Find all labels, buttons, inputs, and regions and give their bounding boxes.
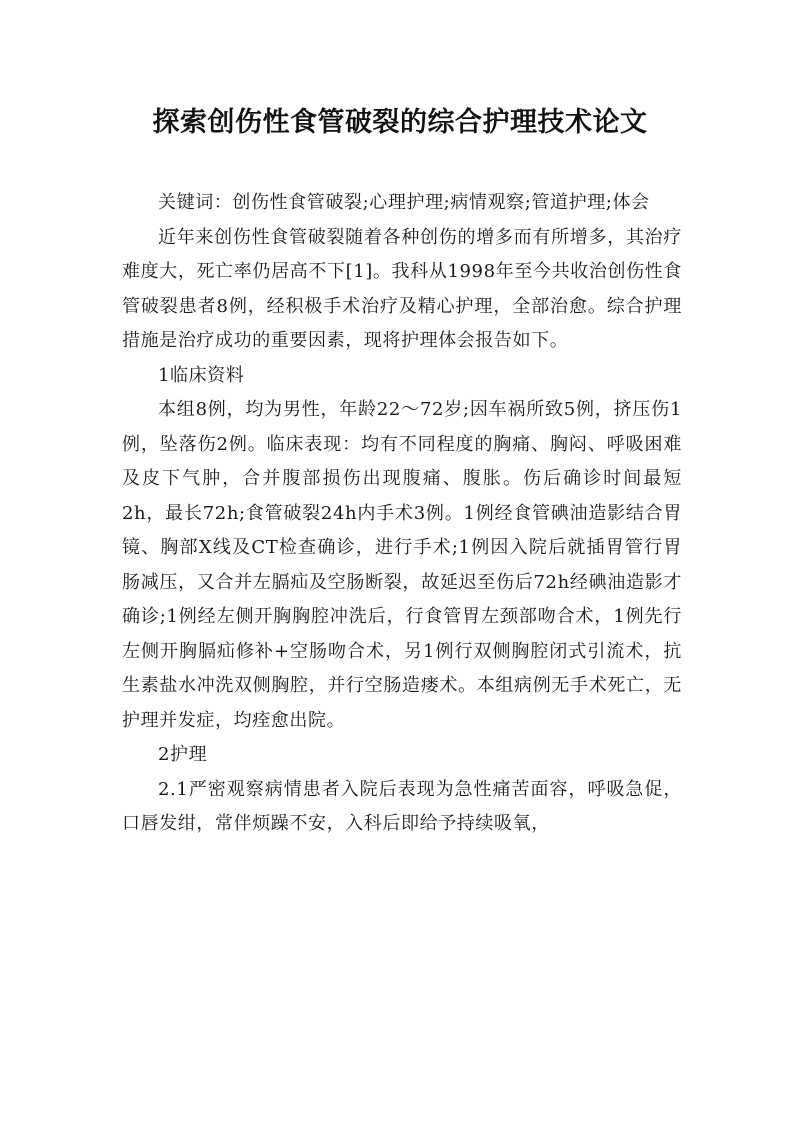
section-heading-nursing: 2护理 <box>158 744 208 765</box>
intro-paragraph: 近年来创伤性食管破裂随着各种创伤的增多而有所增多，其治疗难度大，死亡率仍居高不下[1]。我科从1998年至今共收治创伤性食管破裂患者8例，经积极手术治疗及精心护理，全部治愈。综合护理措施是治疗成功的重要因素，现将护理体会报告如下。 <box>122 226 682 351</box>
clinical-data-paragraph: 本组8例，均为男性，年龄22～72岁;因车祸所致5例，挤压伤1例，坠落伤2例。临床表现：均有不同程度的胸痛、胸闷、呼吸困难及皮下气肿，合并腹部损伤出现腹痛、腹胀。伤后确诊时间最短2h，最长72h;食管破裂24h内手术3例。1例经食管碘油造影结合胃镜、胸部X线及CT检查确诊，进行手术;1例因入院后就插胃管行胃肠减压，又合并左膈疝及空肠断裂，故延迟至伤后72h经碘油造影才确诊;1例经左侧开胸胸腔冲洗后，行食管胃左颈部吻合术，1例先行左侧开胸膈疝修补+空肠吻合术，另1例行双侧胸腔闭式引流术，抗生素盐水冲洗双侧胸腔，并行空肠造瘘术。本组病例无手术死亡，无护理并发症，均痊愈出院。 <box>122 399 682 731</box>
section-heading-clinical-data: 1临床资料 <box>158 364 245 386</box>
document-title: 探索创伤性食管破裂的综合护理技术论文 <box>152 107 648 138</box>
keywords-paragraph: 关键词：创伤性食管破裂;心理护理;病情观察;管道护理;体会 <box>158 192 650 213</box>
observation-paragraph: 2.1严密观察病情患者入院后表现为急性痛苦面容，呼吸急促，口唇发绀，常伴烦躁不安，入科后即给予持续吸氧， <box>122 778 682 834</box>
document-body <box>122 186 682 842</box>
